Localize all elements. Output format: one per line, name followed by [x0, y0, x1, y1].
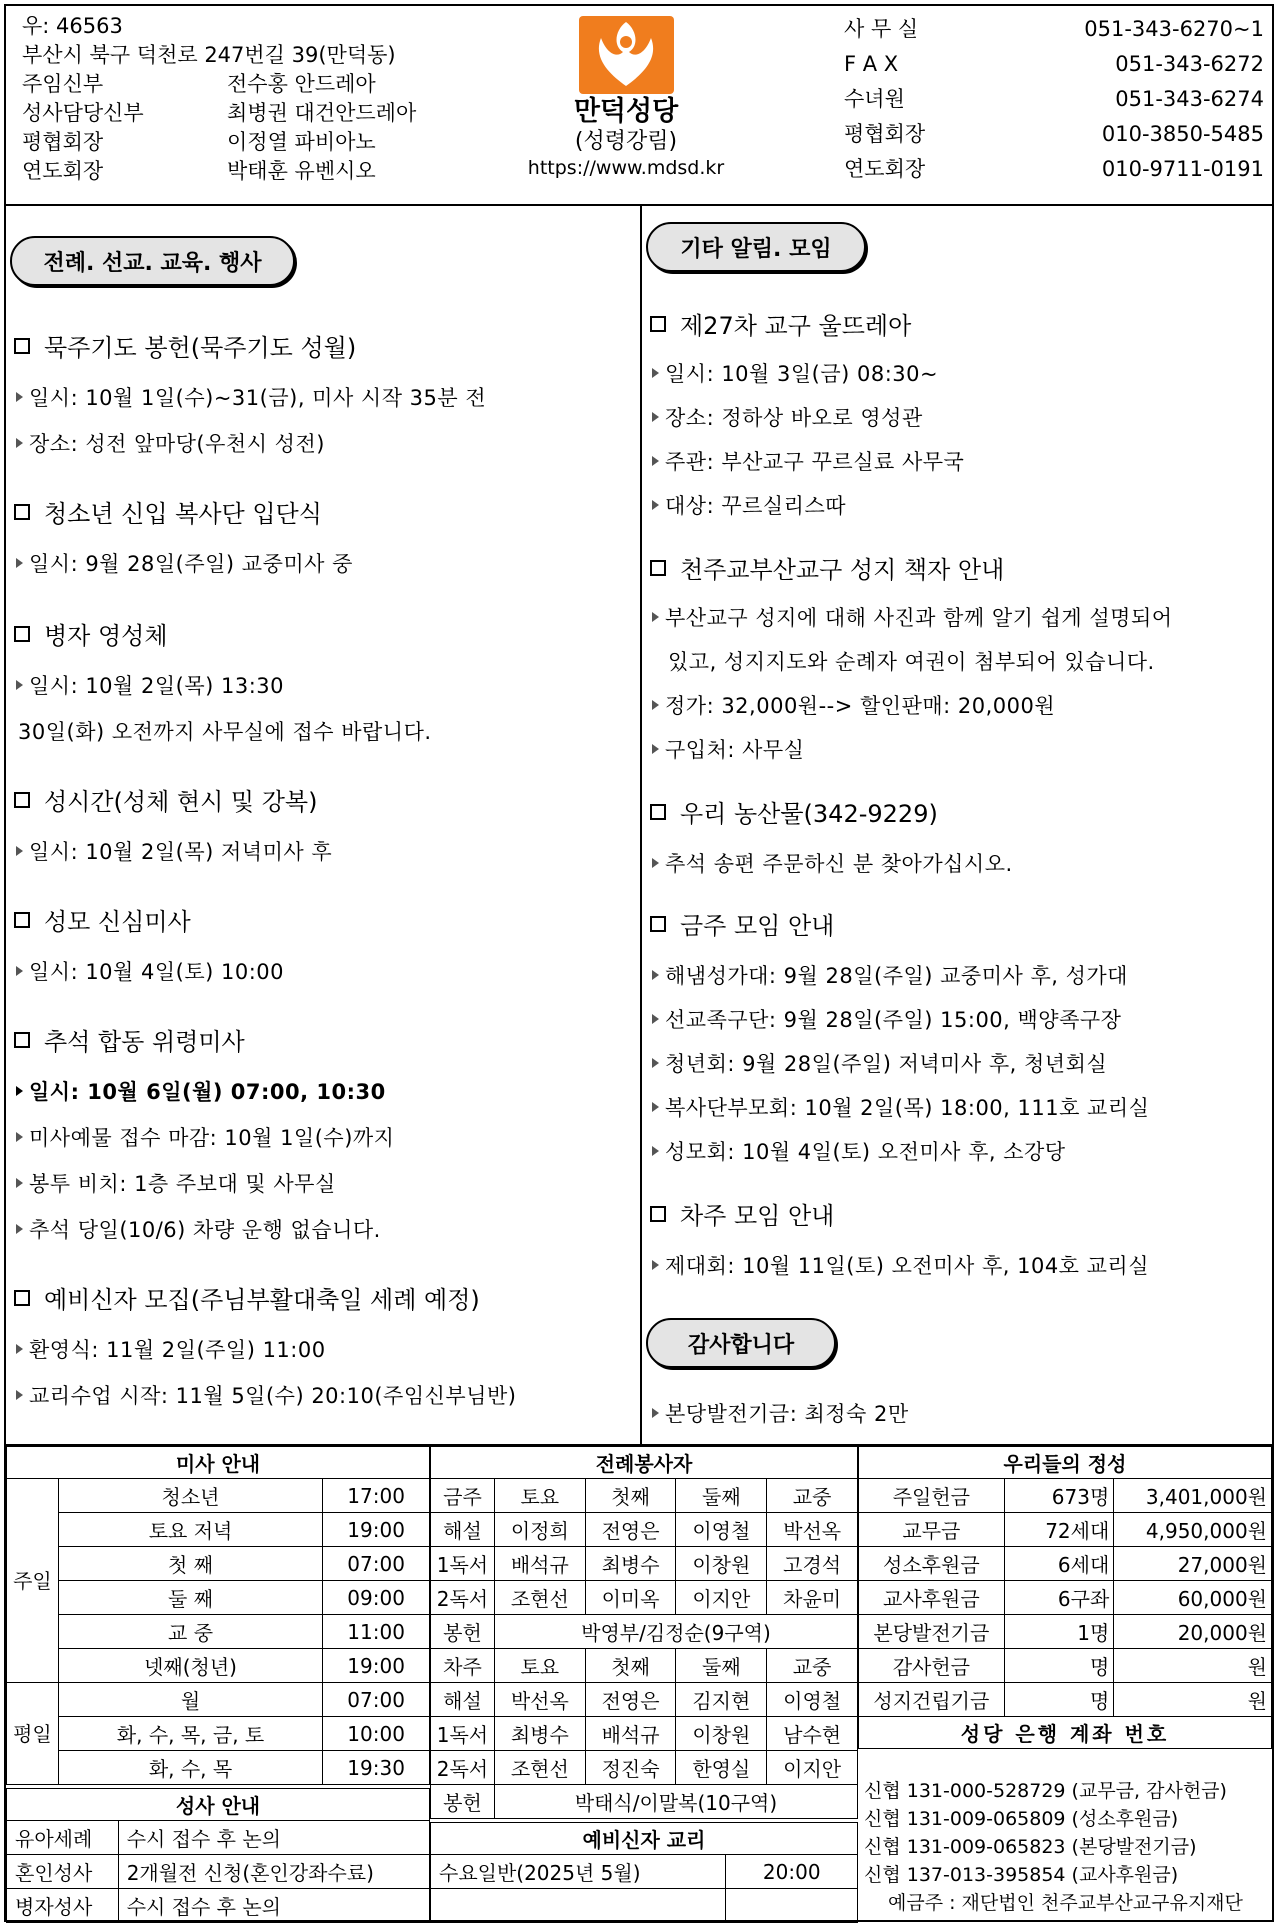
mass-time: 19:30 [323, 1751, 430, 1785]
servers-cell: 이미옥 [585, 1581, 676, 1615]
notice-title: 차주 모임 안내 [650, 1196, 834, 1231]
contact-label: 수녀원 [844, 87, 905, 111]
mass-time: 07:00 [323, 1683, 430, 1717]
servers-cell: 해설 [431, 1513, 495, 1547]
contact-number: 010-9711-0191 [1101, 157, 1264, 181]
sacrament-name: 유아세례 [7, 1821, 119, 1855]
sacrament-name: 병자성사 [7, 1889, 119, 1923]
triangle-bullet-icon [652, 1058, 659, 1068]
servers-cell: 배석규 [494, 1547, 585, 1581]
offering-count: 72세대 [1004, 1513, 1114, 1547]
mass-name: 월 [58, 1683, 322, 1717]
notice-line: 장소: 성전 앞마당(우천시 성전) [16, 428, 325, 458]
notice-line: 일시: 10월 2일(목) 13:30 [16, 670, 284, 700]
servers-cell: 첫째 [585, 1479, 676, 1513]
notice-line: 주관: 부산교구 꾸르실료 사무국 [652, 446, 964, 476]
servers-cell: 이영철 [767, 1683, 858, 1717]
contact-label: F A X [844, 52, 899, 76]
servers-cell: 박영부/김정순(9구역) [494, 1615, 857, 1649]
contact-number: 051-343-6270~1 [1084, 17, 1264, 41]
mass-time: 11:00 [323, 1615, 430, 1649]
servers-cell: 차윤미 [767, 1581, 858, 1615]
mass-name: 둘 째 [58, 1581, 322, 1615]
mass-times-table [6, 1446, 430, 1785]
checkbox-icon [650, 916, 666, 932]
servers-cell: 이지안 [767, 1751, 858, 1785]
mass-time: 09:00 [323, 1581, 430, 1615]
offering-count: 명 [1004, 1649, 1114, 1683]
triangle-bullet-icon [652, 412, 659, 422]
triangle-bullet-icon [652, 500, 659, 510]
parish-logo-block [526, 16, 726, 180]
bulletin-header [6, 6, 1272, 206]
servers-cell: 최병수 [585, 1547, 676, 1581]
servers-cell: 고경석 [767, 1547, 858, 1581]
servers-cell: 이영철 [676, 1513, 767, 1547]
servers-cell: 박선옥 [494, 1683, 585, 1717]
checkbox-icon [650, 804, 666, 820]
notice-title: 묵주기도 봉헌(묵주기도 성월) [14, 328, 356, 363]
role-name: 이정열 파비아노 [227, 130, 376, 154]
notice-line: 일시: 10월 2일(목) 저녁미사 후 [16, 836, 332, 866]
triangle-bullet-icon [652, 970, 659, 980]
address: 부산시 북구 덕천로 247번길 39(만덕동) [22, 43, 396, 67]
postal-code: 우: 46563 [22, 14, 123, 38]
checkbox-icon [14, 338, 30, 354]
servers-cell: 교중 [767, 1479, 858, 1513]
servers-cell: 토요 [494, 1649, 585, 1683]
contact-label: 연도회장 [844, 157, 926, 181]
offerings-title: 우리들의 정성 [859, 1447, 1272, 1479]
catechumen-table [430, 1822, 858, 1923]
notice-title: 청소년 신입 복사단 입단식 [14, 494, 322, 529]
triangle-bullet-icon [16, 1132, 23, 1142]
notice-line: 미사예물 접수 마감: 10월 1일(수)까지 [16, 1122, 394, 1152]
parish-url[interactable]: https://www.mdsd.kr [527, 157, 725, 179]
mass-time: 17:00 [323, 1479, 430, 1513]
catechumen-class: 수요일반(2025년 5월) [431, 1855, 726, 1889]
section-pill-other: 기타 알림. 모임 [646, 222, 866, 272]
section-pill-thanks: 감사합니다 [646, 1318, 836, 1368]
role-label: 주임신부 [22, 72, 104, 96]
sunday-label: 주일 [7, 1479, 59, 1683]
servers-cell: 1독서 [431, 1717, 495, 1751]
notice-title: 제27차 교구 울뜨레아 [650, 306, 911, 341]
catechumen-time: 20:00 [726, 1855, 858, 1889]
contact-number: 051-343-6274 [1115, 87, 1264, 111]
sacrament-note: 수시 접수 후 논의 [118, 1889, 429, 1923]
mass-time: 10:00 [323, 1717, 430, 1751]
checkbox-icon [14, 792, 30, 808]
servers-cell: 최병수 [494, 1717, 585, 1751]
mass-name: 화, 수, 목, 금, 토 [58, 1717, 322, 1751]
mass-name: 넷째(청년) [58, 1649, 322, 1683]
triangle-bullet-icon [652, 456, 659, 466]
catechumen-title: 예비신자 교리 [431, 1823, 858, 1855]
triangle-bullet-icon [16, 558, 23, 568]
notice-title: 금주 모임 안내 [650, 906, 834, 941]
offering-count: 6세대 [1004, 1547, 1114, 1581]
checkbox-icon [650, 560, 666, 576]
contact-number: 010-3850-5485 [1101, 122, 1264, 146]
notice-line: 청년회: 9월 28일(주일) 저녁미사 후, 청년회실 [652, 1048, 1107, 1078]
mass-name: 첫 째 [58, 1547, 322, 1581]
triangle-bullet-icon [652, 612, 659, 622]
offering-count: 6구좌 [1004, 1581, 1114, 1615]
notice-line: 환영식: 11월 2일(주일) 11:00 [16, 1334, 326, 1364]
offering-name: 주일헌금 [859, 1479, 1005, 1513]
bank-account: 신협 131-009-065823 (본당발전기금) [864, 1836, 1197, 1858]
notice-line: 일시: 10월 6일(월) 07:00, 10:30 [16, 1076, 386, 1106]
servers-cell: 해설 [431, 1683, 495, 1717]
mass-time: 19:00 [323, 1649, 430, 1683]
servers-cell: 2독서 [431, 1751, 495, 1785]
notice-line: 성모회: 10월 4일(토) 오전미사 후, 소강당 [652, 1136, 1066, 1166]
liturgy-column [6, 206, 642, 1444]
parish-name: 만덕성당 [573, 96, 679, 127]
servers-cell: 김지현 [676, 1683, 767, 1717]
notice-line: 일시: 10월 3일(금) 08:30~ [652, 358, 938, 388]
contact-label: 평협회장 [844, 122, 926, 146]
dove-flame-logo-icon [579, 16, 674, 94]
servers-cell: 이지안 [676, 1581, 767, 1615]
offering-amount: 27,000원 [1114, 1547, 1272, 1581]
mass-name: 청소년 [58, 1479, 322, 1513]
sacrament-note: 수시 접수 후 논의 [118, 1821, 429, 1855]
triangle-bullet-icon [652, 1408, 659, 1418]
servers-cell: 이창원 [676, 1547, 767, 1581]
contact-list [844, 12, 1264, 187]
offering-name: 교사후원금 [859, 1581, 1005, 1615]
offering-amount: 4,950,000원 [1114, 1513, 1272, 1547]
notice-title: 천주교부산교구 성지 책자 안내 [650, 550, 1004, 585]
parish-info [22, 12, 502, 186]
role-label: 성사담당신부 [22, 101, 144, 125]
offering-name: 감사헌금 [859, 1649, 1005, 1683]
offering-name: 성지건립기금 [859, 1683, 1005, 1717]
contact-number: 051-343-6272 [1115, 52, 1264, 76]
notice-line: 추석 당일(10/6) 차량 운행 없습니다. [16, 1214, 381, 1244]
notice-line: 있고, 성지지도와 순례자 여권이 첨부되어 있습니다. [668, 650, 1155, 674]
servers-cell: 박선옥 [767, 1513, 858, 1547]
servers-cell: 조현선 [494, 1751, 585, 1785]
parish-subtitle: (성령강림) [574, 129, 678, 154]
offering-amount: 60,000원 [1114, 1581, 1272, 1615]
offering-name: 교무금 [859, 1513, 1005, 1547]
triangle-bullet-icon [652, 1014, 659, 1024]
offering-count: 673명 [1004, 1479, 1114, 1513]
mass-name: 교 중 [58, 1615, 322, 1649]
notice-line: 제대회: 10월 11일(토) 오전미사 후, 104호 교리실 [652, 1250, 1149, 1280]
triangle-bullet-icon [16, 1178, 23, 1188]
servers-cell: 둘째 [676, 1649, 767, 1683]
notice-line: 봉투 비치: 1층 주보대 및 사무실 [16, 1168, 336, 1198]
bank-title: 성당 은행 계좌 번호 [859, 1717, 1272, 1749]
triangle-bullet-icon [652, 700, 659, 710]
offering-amount: 3,401,000원 [1114, 1479, 1272, 1513]
servers-cell: 이정희 [494, 1513, 585, 1547]
notice-title: 병자 영성체 [14, 616, 168, 651]
triangle-bullet-icon [16, 1086, 23, 1096]
triangle-bullet-icon [16, 1224, 23, 1234]
role-name: 전수홍 안드레아 [227, 72, 376, 96]
servers-cell: 남수현 [767, 1717, 858, 1751]
triangle-bullet-icon [16, 680, 23, 690]
triangle-bullet-icon [652, 368, 659, 378]
role-label: 연도회장 [22, 159, 104, 183]
sacraments-title: 성사 안내 [7, 1789, 430, 1821]
offering-count: 명 [1004, 1683, 1114, 1717]
sacraments-table [6, 1788, 430, 1923]
notice-line: 추석 송편 주문하신 분 찾아가십시오. [652, 848, 1013, 878]
triangle-bullet-icon [16, 966, 23, 976]
notice-line: 일시: 10월 1일(수)~31(금), 미사 시작 35분 전 [16, 382, 486, 412]
sacrament-note: 2개월전 신청(혼인강좌수료) [118, 1855, 429, 1889]
triangle-bullet-icon [16, 438, 23, 448]
notice-line: 정가: 32,000원--> 할인판매: 20,000원 [652, 690, 1055, 720]
mass-name: 화, 수, 목 [58, 1751, 322, 1785]
notice-line: 장소: 정하상 바오로 영성관 [652, 402, 923, 432]
servers-cell: 전영은 [585, 1513, 676, 1547]
sacrament-name: 혼인성사 [7, 1855, 119, 1889]
bank-account: 신협 131-009-065809 (성소후원금) [864, 1808, 1179, 1830]
notice-line: 30일(화) 오전까지 사무실에 접수 바랍니다. [18, 720, 432, 744]
servers-cell: 차주 [431, 1649, 495, 1683]
section-pill-liturgy: 전례. 선교. 교육. 행사 [10, 236, 295, 286]
triangle-bullet-icon [652, 1146, 659, 1156]
notice-line: 본당발전기금: 최정숙 2만 [652, 1398, 909, 1428]
notice-title: 성모 신심미사 [14, 902, 191, 937]
notice-line: 부산교구 성지에 대해 사진과 함께 알기 쉽게 설명되어 [652, 602, 1173, 632]
triangle-bullet-icon [652, 1102, 659, 1112]
notice-title: 우리 농산물(342-9229) [650, 794, 938, 829]
servers-cell: 교중 [767, 1649, 858, 1683]
bulletin-page [4, 4, 1274, 1922]
offering-amount: 원 [1114, 1683, 1272, 1717]
offering-amount: 20,000원 [1114, 1615, 1272, 1649]
servers-cell: 2독서 [431, 1581, 495, 1615]
servers-cell: 둘째 [676, 1479, 767, 1513]
offering-amount: 원 [1114, 1649, 1272, 1683]
servers-cell: 봉헌 [431, 1785, 495, 1819]
servers-cell: 정진숙 [585, 1751, 676, 1785]
checkbox-icon [650, 1206, 666, 1222]
mass-name: 토요 저녁 [58, 1513, 322, 1547]
servers-cell: 1독서 [431, 1547, 495, 1581]
notice-title: 추석 합동 위령미사 [14, 1022, 245, 1057]
notice-line: 복사단부모회: 10월 2일(목) 18:00, 111호 교리실 [652, 1092, 1149, 1122]
mass-time: 19:00 [323, 1513, 430, 1547]
triangle-bullet-icon [16, 392, 23, 402]
triangle-bullet-icon [652, 858, 659, 868]
notice-line: 일시: 10월 4일(토) 10:00 [16, 956, 284, 986]
servers-cell: 한영실 [676, 1751, 767, 1785]
triangle-bullet-icon [16, 1390, 23, 1400]
contact-label: 사 무 실 [844, 17, 919, 41]
servers-cell: 이창원 [676, 1717, 767, 1751]
notice-line: 구입처: 사무실 [652, 734, 804, 764]
triangle-bullet-icon [16, 1344, 23, 1354]
notices-column [642, 206, 1272, 1444]
role-name: 최병권 대건안드레아 [227, 101, 417, 125]
mass-times-title: 미사 안내 [7, 1447, 430, 1479]
servers-title: 전례봉사자 [431, 1447, 858, 1479]
mass-time: 07:00 [323, 1547, 430, 1581]
notice-line: 대상: 꾸르실리스따 [652, 490, 846, 520]
checkbox-icon [14, 912, 30, 928]
checkbox-icon [14, 504, 30, 520]
liturgy-servers-table [430, 1446, 858, 1819]
info-tables [6, 1444, 1272, 1924]
servers-cell: 봉헌 [431, 1615, 495, 1649]
offering-name: 성소후원금 [859, 1547, 1005, 1581]
servers-cell: 배석규 [585, 1717, 676, 1751]
role-label: 평협회장 [22, 130, 104, 154]
notice-line: 해냄성가대: 9월 28일(주일) 교중미사 후, 성가대 [652, 960, 1128, 990]
servers-cell: 조현선 [494, 1581, 585, 1615]
notice-line: 교리수업 시작: 11월 5일(수) 20:10(주임신부님반) [16, 1380, 516, 1410]
triangle-bullet-icon [652, 744, 659, 754]
notice-line: 선교족구단: 9월 28일(주일) 15:00, 백양족구장 [652, 1004, 1121, 1034]
notice-title: 예비신자 모집(주님부활대축일 세례 예정) [14, 1280, 480, 1315]
checkbox-icon [14, 626, 30, 642]
offerings-table [858, 1446, 1272, 1749]
triangle-bullet-icon [16, 846, 23, 856]
checkbox-icon [650, 316, 666, 332]
servers-cell: 금주 [431, 1479, 495, 1513]
account-holder: 예금주 : 재단법인 천주교부산교구유지재단 [888, 1892, 1243, 1914]
bank-account: 신협 137-013-395854 (교사후원금) [864, 1864, 1179, 1886]
bank-account: 신협 131-000-528729 (교무금, 감사헌금) [864, 1780, 1227, 1802]
triangle-bullet-icon [652, 1260, 659, 1270]
servers-cell: 박태식/이말복(10구역) [494, 1785, 857, 1819]
checkbox-icon [14, 1290, 30, 1306]
checkbox-icon [14, 1032, 30, 1048]
role-name: 박태훈 유벤시오 [227, 159, 376, 183]
servers-cell: 토요 [494, 1479, 585, 1513]
offering-name: 본당발전기금 [859, 1615, 1005, 1649]
servers-cell: 첫째 [585, 1649, 676, 1683]
notice-line: 일시: 9월 28일(주일) 교중미사 중 [16, 548, 353, 578]
weekday-label: 평일 [7, 1683, 59, 1785]
offering-count: 1명 [1004, 1615, 1114, 1649]
notice-title: 성시간(성체 현시 및 강복) [14, 782, 317, 817]
servers-cell: 전영은 [585, 1683, 676, 1717]
